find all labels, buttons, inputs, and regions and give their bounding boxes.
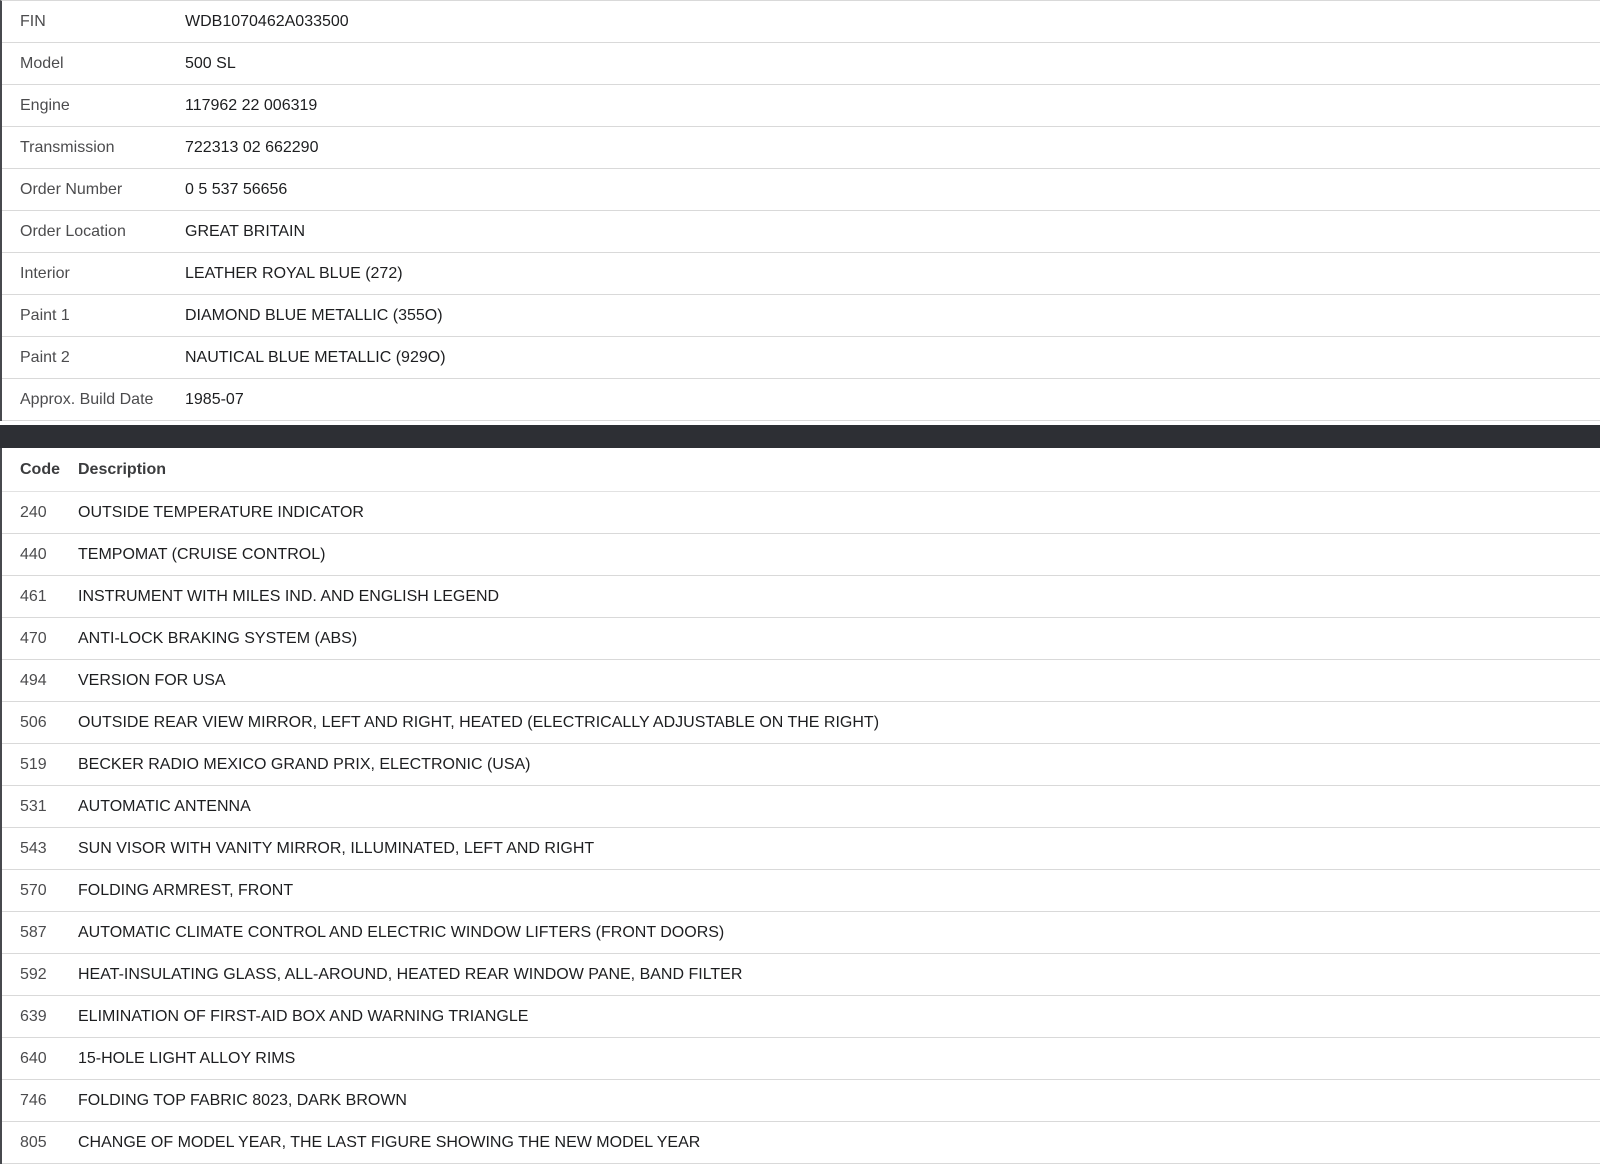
- info-label: Paint 1: [20, 306, 70, 324]
- option-description: HEAT-INSULATING GLASS, ALL-AROUND, HEATED REAR WINDOW PANE, BAND FILTER: [78, 965, 743, 983]
- info-row: [2, 43, 1600, 85]
- option-code: 543: [20, 839, 47, 857]
- info-row: [2, 337, 1600, 379]
- option-code: 440: [20, 545, 47, 563]
- option-code: 570: [20, 881, 47, 899]
- option-row: [2, 576, 1600, 618]
- option-code: 746: [20, 1091, 47, 1109]
- option-code: 531: [20, 797, 47, 815]
- description-column-header: Description: [78, 460, 167, 478]
- option-row: [2, 702, 1600, 744]
- option-description: BECKER RADIO MEXICO GRAND PRIX, ELECTRONIC (USA): [78, 755, 531, 773]
- option-row: [2, 912, 1600, 954]
- option-code: 461: [20, 587, 47, 605]
- info-value: WDB1070462A033500: [185, 12, 349, 30]
- info-label: Order Number: [20, 180, 123, 198]
- info-row: [2, 127, 1600, 169]
- info-value: GREAT BRITAIN: [185, 222, 306, 240]
- option-code: 506: [20, 713, 47, 731]
- option-description: AUTOMATIC ANTENNA: [78, 797, 251, 815]
- option-code: 640: [20, 1049, 47, 1067]
- info-row: [2, 85, 1600, 127]
- option-row: [2, 870, 1600, 912]
- code-column-header: Code: [20, 460, 60, 478]
- info-value: LEATHER ROYAL BLUE (272): [185, 264, 403, 282]
- option-description: VERSION FOR USA: [78, 671, 226, 689]
- info-value: 1985-07: [185, 390, 244, 408]
- option-description: OUTSIDE REAR VIEW MIRROR, LEFT AND RIGHT, HEATED (ELECTRICALLY ADJUSTABLE ON THE RIGHT): [78, 713, 880, 731]
- option-description: ELIMINATION OF FIRST-AID BOX AND WARNING TRIANGLE: [78, 1007, 529, 1025]
- info-row: [2, 211, 1600, 253]
- info-label: Paint 2: [20, 348, 70, 366]
- option-description: SUN VISOR WITH VANITY MIRROR, ILLUMINATED, LEFT AND RIGHT: [78, 839, 595, 857]
- option-code: 494: [20, 671, 47, 689]
- option-row: [2, 786, 1600, 828]
- info-label: Order Location: [20, 222, 126, 240]
- info-row: [2, 379, 1600, 421]
- option-description: CHANGE OF MODEL YEAR, THE LAST FIGURE SHOWING THE NEW MODEL YEAR: [78, 1133, 701, 1151]
- option-code: 805: [20, 1133, 47, 1151]
- option-row: [2, 744, 1600, 786]
- option-description: FOLDING ARMREST, FRONT: [78, 881, 294, 899]
- info-row: [2, 295, 1600, 337]
- options-table-header: [2, 448, 1600, 492]
- info-row: [2, 253, 1600, 295]
- section-divider-bar: [0, 425, 1600, 448]
- option-description: 15-HOLE LIGHT ALLOY RIMS: [78, 1049, 296, 1067]
- option-row: [2, 492, 1600, 534]
- info-row: [2, 1, 1600, 43]
- info-value: DIAMOND BLUE METALLIC (355O): [185, 306, 443, 324]
- info-row: [2, 169, 1600, 211]
- option-row: [2, 660, 1600, 702]
- option-row: [2, 1122, 1600, 1164]
- option-description: OUTSIDE TEMPERATURE INDICATOR: [78, 503, 364, 521]
- option-code: 592: [20, 965, 47, 983]
- option-code: 470: [20, 629, 47, 647]
- vehicle-info-table: [0, 0, 1600, 421]
- option-description: FOLDING TOP FABRIC 8023, DARK BROWN: [78, 1091, 407, 1109]
- info-label: FIN: [20, 12, 46, 30]
- option-code: 587: [20, 923, 47, 941]
- options-table-body: [2, 492, 1600, 1164]
- option-description: TEMPOMAT (CRUISE CONTROL): [78, 545, 326, 563]
- option-description: ANTI-LOCK BRAKING SYSTEM (ABS): [78, 629, 358, 647]
- info-label: Interior: [20, 264, 70, 282]
- info-label: Model: [20, 54, 64, 72]
- option-row: [2, 954, 1600, 996]
- info-label: Transmission: [20, 138, 115, 156]
- option-row: [2, 618, 1600, 660]
- info-value: NAUTICAL BLUE METALLIC (929O): [185, 348, 446, 366]
- option-codes-table: [0, 448, 1600, 1164]
- info-label: Approx. Build Date: [20, 390, 154, 408]
- option-code: 639: [20, 1007, 47, 1025]
- option-row: [2, 534, 1600, 576]
- option-row: [2, 996, 1600, 1038]
- option-description: AUTOMATIC CLIMATE CONTROL AND ELECTRIC WINDOW LIFTERS (FRONT DOORS): [78, 923, 725, 941]
- info-label: Engine: [20, 96, 70, 114]
- info-value: 117962 22 006319: [185, 96, 318, 114]
- option-description: INSTRUMENT WITH MILES IND. AND ENGLISH LEGEND: [78, 587, 500, 605]
- option-row: [2, 1038, 1600, 1080]
- option-code: 240: [20, 503, 47, 521]
- info-value: 722313 02 662290: [185, 138, 319, 156]
- option-row: [2, 828, 1600, 870]
- option-row: [2, 1080, 1600, 1122]
- info-value: 0 5 537 56656: [185, 180, 288, 198]
- option-code: 519: [20, 755, 47, 773]
- info-value: 500 SL: [185, 54, 236, 72]
